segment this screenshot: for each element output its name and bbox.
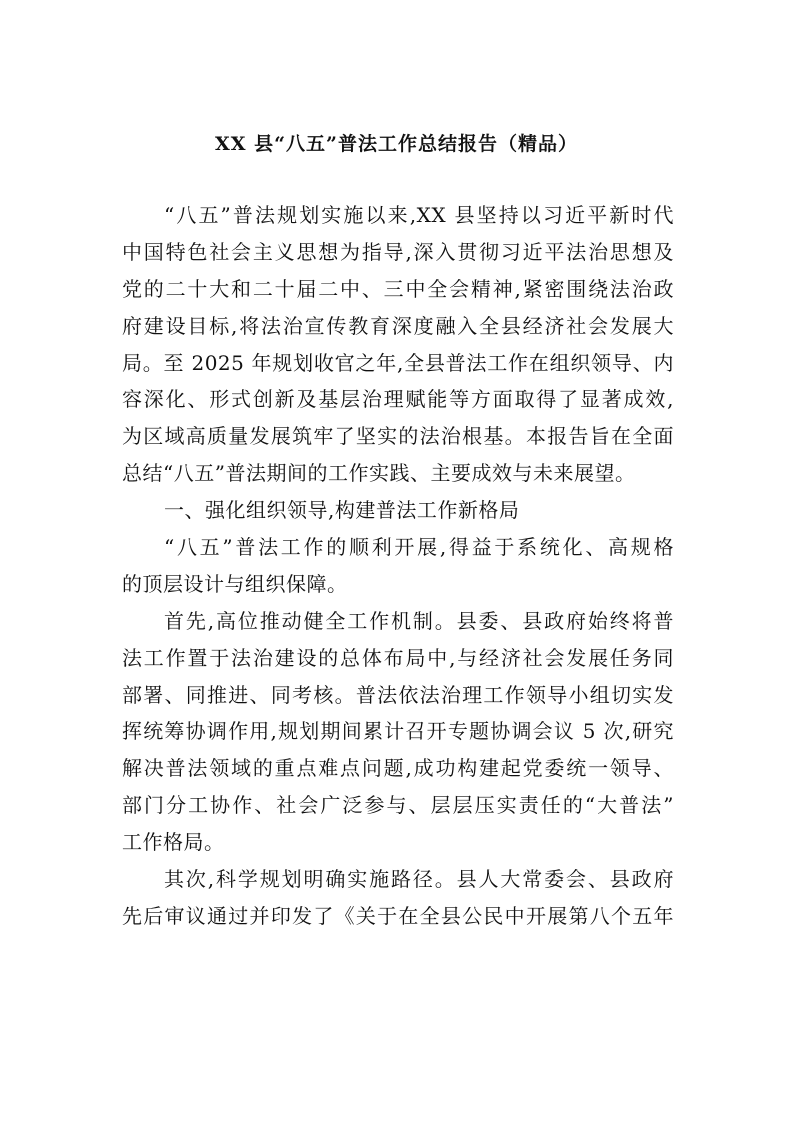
paragraph-line: 先后审议通过并印发了《关于在全县公民中开展第八个五年 <box>122 903 674 928</box>
paragraph-line: 为区域高质量发展筑牢了坚实的法治根基。本报告旨在全面 <box>122 424 674 449</box>
paragraph-line: 党的二十大和二十届二中、三中全会精神,紧密围绕法治政 <box>122 276 674 301</box>
paragraph-line: 解决普法领域的重点难点问题,成功构建起党委统一领导、 <box>122 756 674 781</box>
paragraph-line: 局。至 2025 年规划收官之年,全县普法工作在组织领导、内 <box>122 350 674 375</box>
paragraph-line: 首先,高位推动健全工作机制。县委、县政府始终将普 <box>164 608 674 633</box>
paragraph-line: “八五”普法规划实施以来,XX 县坚持以习近平新时代 <box>164 203 674 227</box>
paragraph-line: 的顶层设计与组织保障。 <box>122 571 348 596</box>
paragraph-line: 容深化、形式创新及基层治理赋能等方面取得了显著成效, <box>122 387 674 412</box>
paragraph-line: 府建设目标,将法治宣传教育深度融入全县经济社会发展大 <box>122 313 674 338</box>
document-title: XX 县“八五”普法工作总结报告（精品） <box>215 133 578 155</box>
paragraph-line: 部署、同推进、同考核。普法依法治理工作领导小组切实发 <box>122 682 674 707</box>
paragraph-line: 中国特色社会主义思想为指导,深入贯彻习近平法治思想及 <box>122 239 674 264</box>
paragraph-line: “八五”普法工作的顺利开展,得益于系统化、高规格 <box>164 535 674 560</box>
document-body <box>122 197 674 935</box>
section-heading: 一、强化组织领导,构建普法工作新格局 <box>164 498 520 523</box>
paragraph-line: 工作格局。 <box>122 830 225 855</box>
paragraph-line: 部门分工协作、社会广泛参与、层层压实责任的“大普法” <box>122 793 674 818</box>
paragraph-line: 法工作置于法治建设的总体布局中,与经济社会发展任务同 <box>122 645 674 670</box>
paragraph-line: 其次,科学规划明确实施路径。县人大常委会、县政府 <box>164 867 674 892</box>
paragraph-line: 挥统筹协调作用,规划期间累计召开专题协调会议 5 次,研究 <box>122 719 674 744</box>
paragraph-line: 总结“八五”普法期间的工作实践、主要成效与未来展望。 <box>122 461 636 486</box>
